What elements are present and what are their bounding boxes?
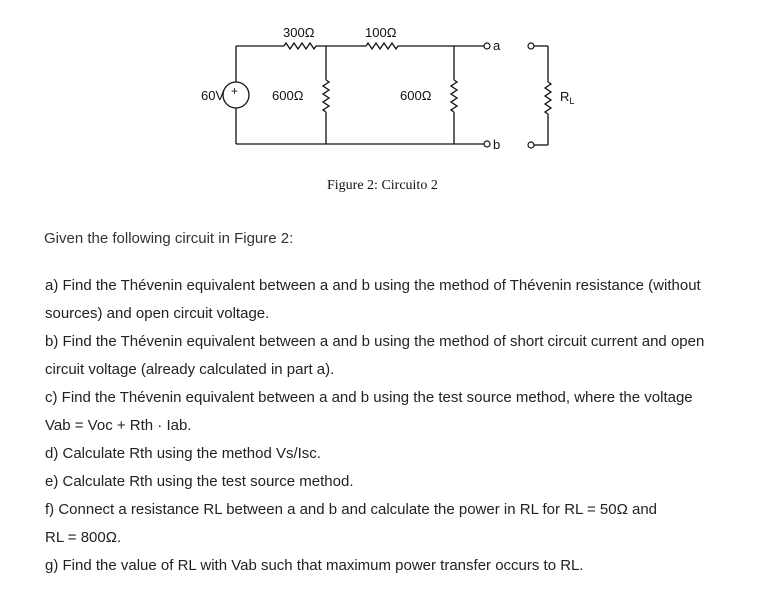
resistor-shunt2-symbol (451, 80, 457, 112)
question-f-line2: RL = 800Ω. (45, 529, 122, 546)
intro-text: Given the following circuit in Figure 2: (44, 230, 294, 247)
resistor-300-symbol (284, 43, 316, 49)
label-shunt1: 600Ω (272, 88, 304, 103)
question-d: d) Calculate Rth using the method Vs/Isc. (45, 445, 321, 462)
question-a-line1: a) Find the Thévenin equivalent between a and b using the method of Thévenin resistance (without (45, 277, 701, 294)
question-f-line1: f) Connect a resistance RL between a and b and calculate the power in RL for RL = 50Ω and (45, 501, 657, 518)
resistor-100-symbol (366, 43, 398, 49)
label-node-b: b (493, 137, 501, 152)
figure-caption: Figure 2: Circuito 2 (327, 178, 438, 193)
resistor-shunt1-symbol (323, 80, 329, 112)
rl-terminal-top-circle (528, 43, 534, 49)
question-b-line1: b) Find the Thévenin equivalent between a and b using the method of short circuit current and open (45, 333, 705, 350)
label-node-a: a (493, 38, 501, 53)
terminal-a-circle (484, 43, 490, 49)
label-300-ohm: 300Ω (283, 25, 315, 40)
question-e: e) Calculate Rth using the test source method. (45, 473, 354, 490)
question-c-line2: Vab = Voc + Rth · Iab. (45, 417, 192, 434)
question-a-line2: sources) and open circuit voltage. (45, 305, 270, 322)
question-c-line1: c) Find the Thévenin equivalent between a and b using the test source method, where the voltage (45, 389, 693, 406)
terminal-b-circle (484, 141, 490, 147)
label-source: 60V (201, 88, 225, 103)
rl-terminal-bottom-circle (528, 142, 534, 148)
label-rl: $R_L$ (560, 89, 575, 106)
label-source-plus: + (231, 84, 239, 98)
question-b-line2: circuit voltage (already calculated in part a). (45, 361, 335, 378)
resistor-rl-symbol (545, 82, 551, 114)
label-shunt2: 600Ω (400, 88, 432, 103)
circuit-diagram (0, 0, 783, 200)
question-g: g) Find the value of RL with Vab such that maximum power transfer occurs to RL. (45, 557, 584, 574)
questions-list (45, 272, 770, 580)
label-100-ohm: 100Ω (365, 25, 397, 40)
